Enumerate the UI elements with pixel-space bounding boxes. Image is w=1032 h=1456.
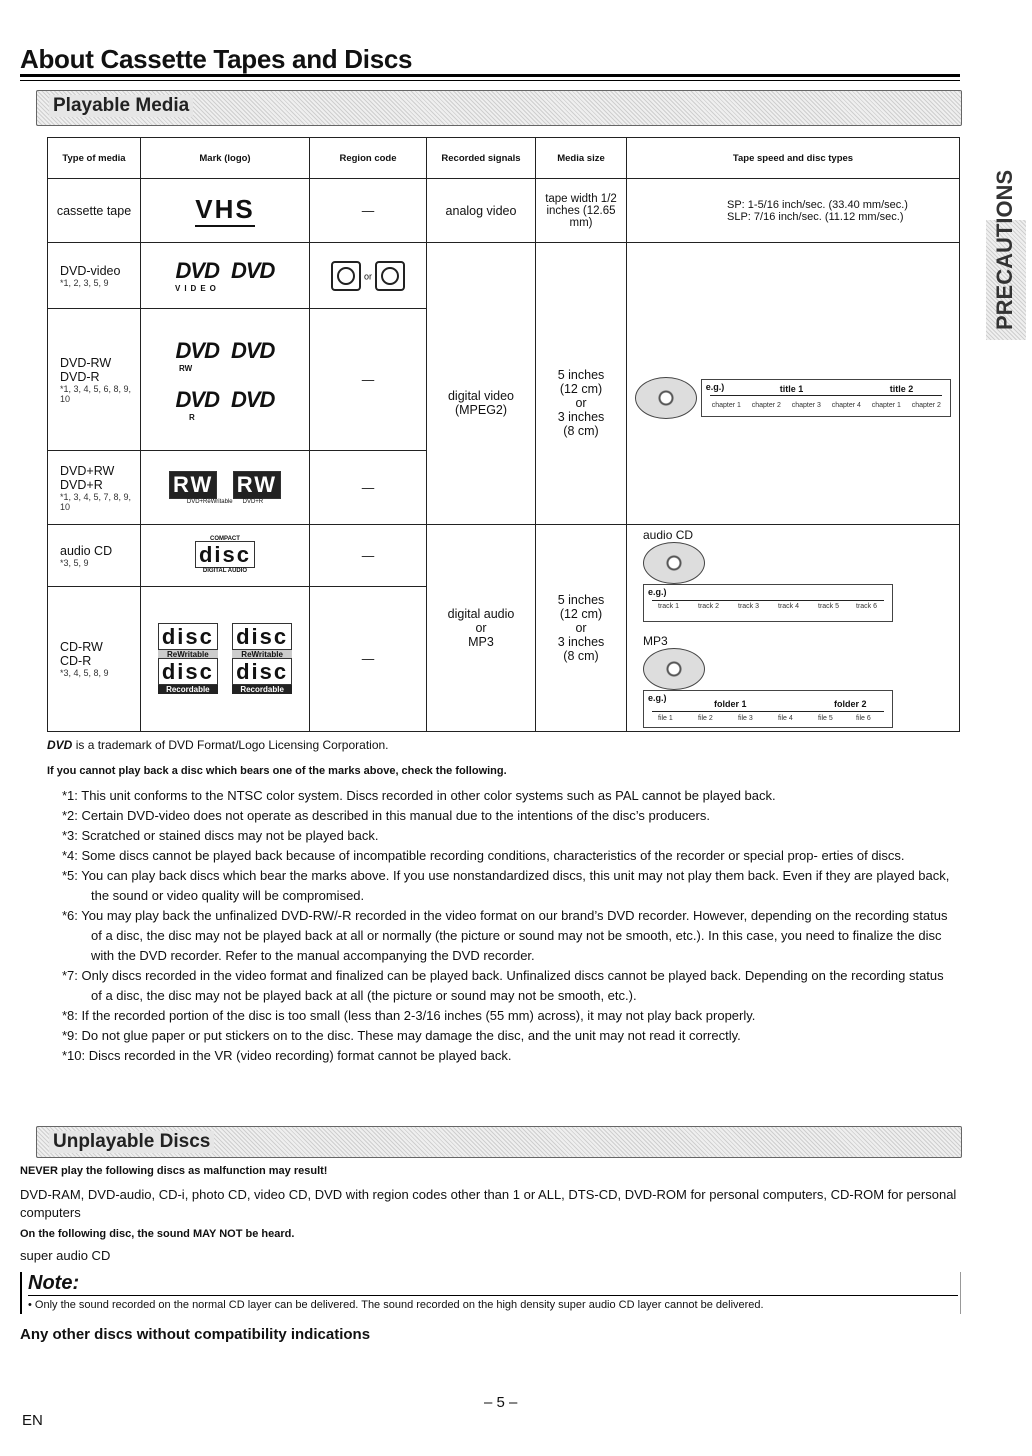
track-timeline: e.g.) track 1 track 2 track 3 track 4 track 5 track 6 bbox=[643, 584, 893, 622]
recorded-signal: analog video bbox=[427, 179, 536, 243]
page-title: About Cassette Tapes and Discs bbox=[20, 44, 413, 74]
dvd-video-logo: DVD DVD VIDEO bbox=[141, 243, 310, 309]
media-type: CD-RW CD-R *3, 4, 5, 8, 9 bbox=[48, 587, 141, 732]
footnote: *5: You can play back discs which bear the marks above. If you use nonstandardized discs, this unit may not play them back. Even if they are played back, the sound or video quality will be compromised. bbox=[62, 868, 950, 903]
section-title-playable: Playable Media bbox=[49, 95, 193, 117]
region-code: — bbox=[310, 179, 427, 243]
media-type: DVD-RW DVD-R *1, 3, 4, 5, 6, 8, 9, 10 bbox=[48, 309, 141, 451]
title-rule bbox=[20, 74, 960, 77]
section-band-playable bbox=[36, 90, 962, 126]
never-text: DVD-RAM, DVD-audio, CD-i, photo CD, video CD, DVD with region codes other than 1 or ALL, DTS-CD, DVD-ROM for personal computers, CD-ROM for personal computers bbox=[20, 1187, 957, 1220]
footnote: *2: Certain DVD-video does not operate as described in this manual due to the intentions of the disc’s producers. bbox=[62, 808, 710, 823]
region-code: — bbox=[310, 525, 427, 587]
section-band-unplayable bbox=[36, 1126, 962, 1158]
disc-icon bbox=[635, 377, 697, 419]
table-row bbox=[48, 243, 960, 309]
dvd-rw-r-logos: DVD DVD RW DVD DVD R bbox=[141, 309, 310, 451]
tape-speed bbox=[627, 179, 960, 243]
note-title: Note: bbox=[28, 1272, 958, 1296]
media-table bbox=[47, 137, 960, 732]
side-tab-label: PRECAUTIONS bbox=[992, 169, 1017, 330]
region-code: — bbox=[310, 451, 427, 525]
media-type: audio CD *3, 5, 9 bbox=[48, 525, 141, 587]
side-tab bbox=[986, 169, 1026, 340]
media-size: 5 inches (12 cm) or 3 inches (8 cm) bbox=[536, 243, 627, 525]
footnote: *3: Scratched or stained discs may not be played back. bbox=[62, 828, 379, 843]
compact-disc-logo: COMPACT disc DIGITAL AUDIO bbox=[141, 525, 310, 587]
recorded-signal: digital audio or MP3 bbox=[427, 525, 536, 732]
title-rule-thin bbox=[20, 80, 960, 81]
dvd-plus-logos: RW RW DVD+ReWritable DVD+R bbox=[141, 451, 310, 525]
col-header: Mark (logo) bbox=[141, 138, 310, 179]
footnote: *10: Discs recorded in the VR (video recording) format cannot be played back. bbox=[62, 1048, 512, 1063]
col-header: Recorded signals bbox=[427, 138, 536, 179]
table-row bbox=[48, 525, 960, 587]
vhs-logo: VHS bbox=[141, 179, 310, 243]
dvd-logo-small: DVD bbox=[47, 738, 73, 752]
footnote: *8: If the recorded portion of the disc is too small (less than 2-3/16 inches (55 mm) across), it may not play back properly. bbox=[62, 1008, 756, 1023]
footnote: *4: Some discs cannot be played back because of incompatible recording conditions, characteristics of the recorder or special prop- erties of discs. bbox=[62, 848, 905, 863]
footnotes bbox=[62, 786, 952, 1066]
section-title-unplayable: Unplayable Discs bbox=[49, 1131, 214, 1153]
footnote: *1: This unit conforms to the NTSC color system. Discs recorded in other color systems such as PAL cannot be played back. bbox=[62, 788, 776, 803]
page-number: – 5 – bbox=[484, 1394, 518, 1411]
language-code: EN bbox=[22, 1412, 43, 1429]
table-header-row bbox=[48, 138, 960, 179]
cd-structure-diagram: audio CD e.g.) track 1 track 2 track 3 track 4 track 5 track 6 MP3 e.g.) folder 1 folder 2 file 1 file 2 file 3 file 4 file 5 file 6 bbox=[627, 525, 960, 732]
media-type: cassette tape bbox=[48, 179, 141, 243]
region-code-icons: or bbox=[310, 243, 427, 309]
region-code: — bbox=[310, 587, 427, 732]
disc-icon bbox=[643, 648, 705, 690]
note-box bbox=[20, 1272, 961, 1314]
footnote: *6: You may play back the unfinalized DVD-RW/-R recorded in the video format on our brand’s DVD recorder. However, depending on the recording status of a disc, the disc may not be played back at all or normally (the picture or sound may not be smooth, etc.). In this case, you need to finalize the disc with the DVD recorder. Refer to the manual accompanying the DVD recorder. bbox=[62, 908, 948, 963]
title-chapter-timeline: e.g.) title 1 title 2 chapter 1 chapter 2 chapter 3 chapter 4 chapter 1 chapter 2 bbox=[701, 379, 951, 417]
speed-slp: SLP: 7/16 inch/sec. (11.12 mm/sec.) bbox=[727, 210, 904, 223]
col-header: Type of media bbox=[48, 138, 141, 179]
check-heading: If you cannot play back a disc which bears one of the marks above, check the following. bbox=[47, 765, 507, 777]
media-size: 5 inches (12 cm) or 3 inches (8 cm) bbox=[536, 525, 627, 732]
disc-icon bbox=[643, 542, 705, 584]
col-header: Region code bbox=[310, 138, 427, 179]
table-row bbox=[48, 179, 960, 243]
footnote: *7: Only discs recorded in the video format and finalized can be played back. Unfinalized discs cannot be played back. Depending on the recording status of a disc, the disc may not be played back at all (the picture or sound may not be smooth, etc.). bbox=[62, 968, 944, 1003]
media-type: DVD-video *1, 2, 3, 5, 9 bbox=[48, 243, 141, 309]
region-code: — bbox=[310, 309, 427, 451]
region-all-icon bbox=[375, 261, 405, 291]
trademark-line: DVD is a trademark of DVD Format/Logo Licensing Corporation. bbox=[47, 738, 389, 752]
cd-rw-r-logos: disc ReWritable disc ReWritable disc Recordable disc Recordable bbox=[141, 587, 310, 732]
sound-text: super audio CD bbox=[20, 1248, 111, 1263]
never-heading: NEVER play the following discs as malfunction may result! bbox=[20, 1165, 328, 1177]
col-header: Media size bbox=[536, 138, 627, 179]
media-size: tape width 1/2 inches (12.65 mm) bbox=[536, 179, 627, 243]
dvd-structure-diagram bbox=[627, 243, 960, 525]
footnote: *9: Do not glue paper or put stickers on to the disc. These may damage the disc, and the unit may not read it correctly. bbox=[62, 1028, 741, 1043]
other-heading: Any other discs without compatibility indications bbox=[20, 1326, 371, 1343]
folder-file-timeline: e.g.) folder 1 folder 2 file 1 file 2 file 3 file 4 file 5 file 6 bbox=[643, 690, 893, 728]
col-header: Tape speed and disc types bbox=[627, 138, 960, 179]
speed-sp: SP: 1-5/16 inch/sec. (33.40 mm/sec.) bbox=[727, 198, 908, 211]
region-1-icon bbox=[331, 261, 361, 291]
media-type: DVD+RW DVD+R *1, 3, 4, 5, 7, 8, 9, 10 bbox=[48, 451, 141, 525]
recorded-signal: digital video (MPEG2) bbox=[427, 243, 536, 525]
note-text: • Only the sound recorded on the normal CD layer can be delivered. The sound recorded on the high density super audio CD layer cannot be delivered. bbox=[28, 1299, 764, 1311]
sound-heading: On the following disc, the sound MAY NOT be heard. bbox=[20, 1228, 295, 1240]
